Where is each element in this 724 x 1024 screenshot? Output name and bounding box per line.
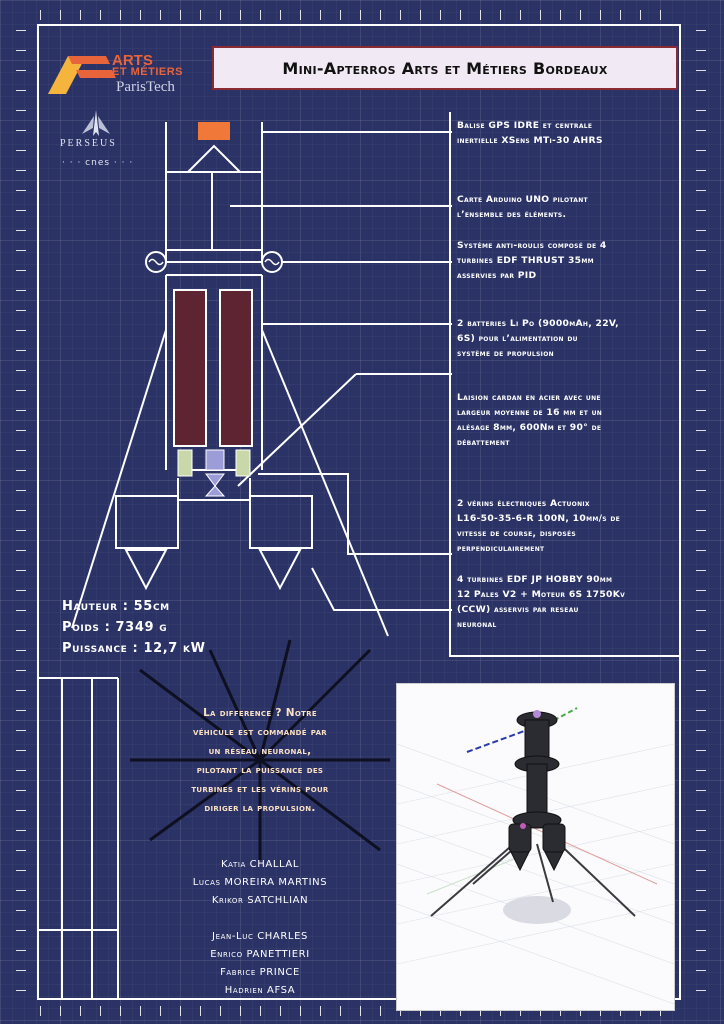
spec-height: Hauteur : 55cm (62, 599, 170, 614)
am-logo-line3: ParisTech (116, 79, 175, 95)
rocket-render-drawing (397, 684, 674, 1010)
supervisor-name: Enrico PANETTIERI (210, 949, 310, 960)
student-name: Katia CHALLAL (220, 859, 300, 870)
component-gps (457, 118, 679, 148)
cnes-label: · · · cnes · · · (62, 158, 134, 168)
poster-title: Mini-Apterros Arts et Métiers Bordeaux (282, 58, 608, 78)
spec-power: Puissance : 12,7 kW (62, 641, 206, 656)
difference-line: pilotant la puissance des (196, 764, 324, 776)
gps-module (198, 122, 230, 140)
perseus-label: PERSEUS (60, 138, 117, 149)
component-turbines-line: 4 turbines EDF JP HOBBY 90mm (457, 574, 613, 585)
component-anti-roll-line: Système anti-roulis composé de 4 (457, 240, 607, 251)
component-cardan (457, 390, 679, 450)
battery-right (220, 290, 252, 446)
supervisor-name: Fabrice PRINCE (220, 967, 300, 978)
students-list (146, 856, 374, 910)
spec-weight: Poids : 7349 g (62, 620, 168, 635)
component-turbines-line: 12 Pales V2 + Moteur 6S 1750Kv (457, 589, 626, 600)
component-actuators-line: L16-50-35-6-R 100N, 10mm/s de (457, 513, 621, 524)
component-actuators-line: 2 vérins électriques Actuonix (457, 498, 590, 509)
component-cardan-line: alésage 8mm, 600Nm et 90° de (457, 422, 602, 433)
rocket-3d-render (396, 683, 675, 1011)
component-turbines (457, 572, 679, 632)
difference-statement (146, 704, 374, 818)
component-gps-line: Balise GPS IDRE et centrale (457, 120, 593, 131)
battery-left (174, 290, 206, 446)
difference-line: un réseau neuronal, (208, 745, 312, 757)
component-batteries-line: 2 batteries Li Po (9000mAh, 22V, (457, 318, 619, 329)
component-actuators (457, 496, 679, 556)
component-anti-roll-line: asservies par PID (457, 270, 537, 281)
component-batteries (457, 316, 679, 361)
component-turbines-line: neuronal (457, 619, 497, 630)
component-anti-roll (457, 238, 679, 283)
difference-line: véhicule est commandé par (193, 726, 327, 738)
difference-line: turbines et les vérins pour (191, 783, 329, 795)
supervisor-name: Hadrien AFSA (224, 985, 296, 996)
student-name: Krikor SATCHLIAN (211, 895, 309, 906)
supervisor-name: Jean-Luc CHARLES (212, 931, 308, 942)
component-arduino (457, 192, 679, 222)
component-batteries-line: système de propulsion (457, 348, 554, 359)
component-arduino-line: l’ensemble des éléments. (457, 209, 567, 220)
component-turbines-line: (CCW) asservis par reseau (457, 604, 579, 615)
specs-block (62, 596, 206, 659)
am-logo-line2: ET MÉTIERS (112, 66, 184, 78)
component-gps-line: inertielle XSens MTi-30 AHRS (457, 135, 603, 146)
component-actuators-line: perpendiculairement (457, 543, 545, 554)
student-name: Lucas MOREIRA MARTINS (192, 877, 328, 888)
component-batteries-line: 6S) pour l’alimentation du (457, 333, 578, 344)
supervisors-list (146, 928, 374, 1000)
component-cardan-line: Laision cardan en acier avec une (457, 392, 601, 403)
component-actuators-line: vitesse de course, disposés (457, 528, 576, 539)
am-logo-line1: ARTS (112, 52, 153, 69)
component-anti-roll-line: turbines EDF THRUST 35mm (457, 255, 594, 266)
component-arduino-line: Carte Arduino UNO pilotant (457, 194, 588, 205)
component-cardan-line: largeur moyenne de 16 mm et un (457, 407, 603, 418)
component-cardan-line: débattement (457, 437, 510, 448)
difference-line: diriger la propulsion. (204, 802, 316, 814)
difference-line: La difference ? Notre (203, 707, 317, 719)
